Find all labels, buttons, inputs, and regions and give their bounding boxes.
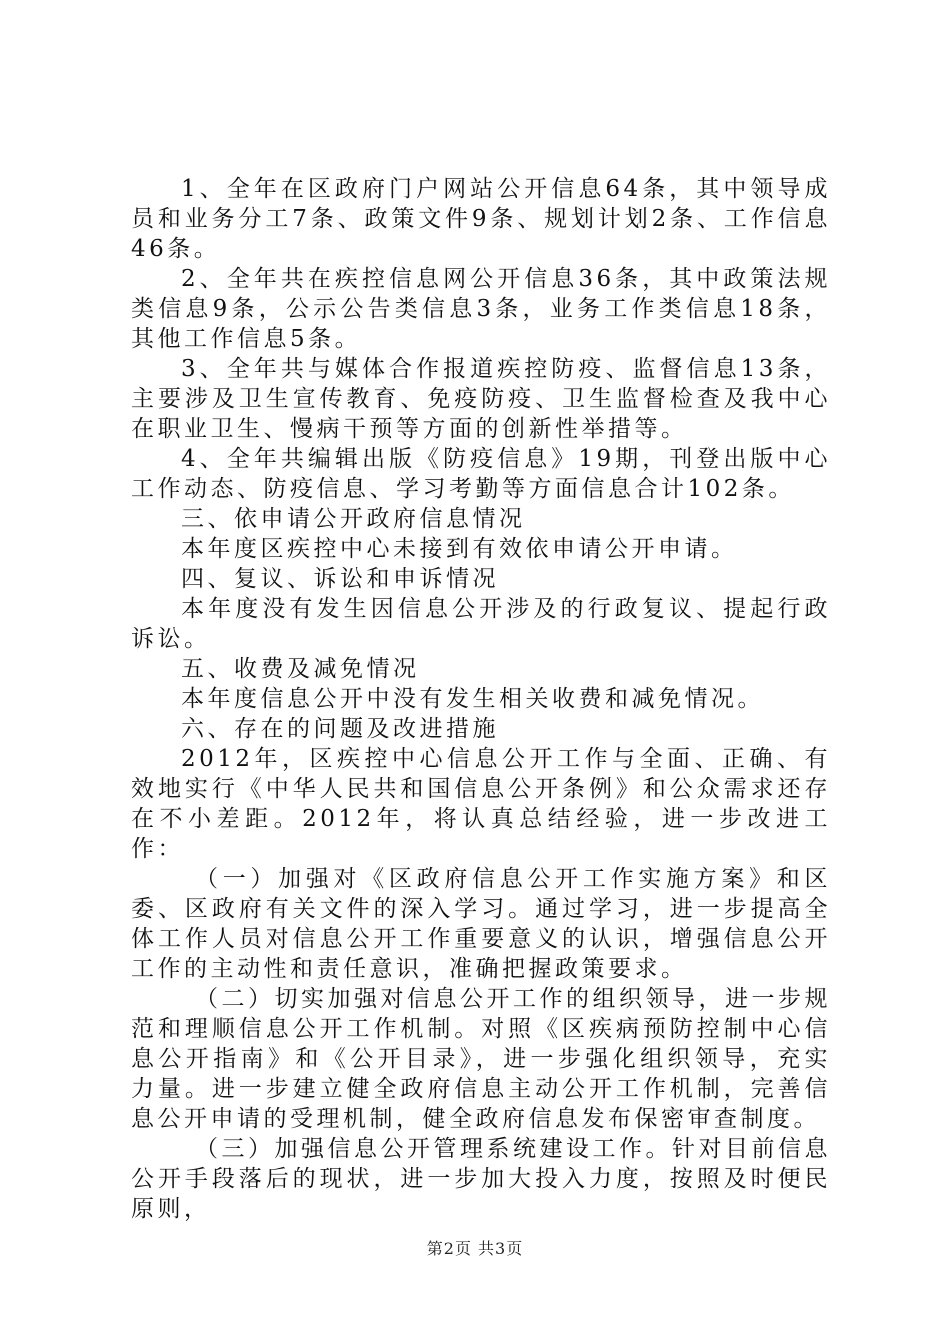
paragraph: 4、全年共编辑出版《防疫信息》19期，刊登出版中心工作动态、防疫信息、学习考勤等方面信息合计102条。 bbox=[131, 446, 831, 502]
document-body bbox=[131, 174, 831, 1224]
section-heading: 三、依申请公开政府信息情况 bbox=[181, 506, 526, 532]
paragraph: 2、全年共在疾控信息网公开信息36条，其中政策法规类信息9条，公示公告类信息3条，业务工作类信息18条，其他工作信息5条。 bbox=[131, 266, 831, 352]
section-heading: 五、收费及减免情况 bbox=[181, 656, 420, 682]
page-footer: 第2页 共3页 bbox=[426, 1239, 524, 1258]
paragraph: 本年度没有发生因信息公开涉及的行政复议、提起行政诉讼。 bbox=[131, 596, 831, 652]
paragraph: （三）加强信息公开管理系统建设工作。针对目前信息公开手段落后的现状，进一步加大投入力度，按照及时便民原则， bbox=[131, 1136, 831, 1222]
paragraph: 本年度区疾控中心未接到有效依申请公开申请。 bbox=[181, 536, 738, 562]
paragraph: 1、全年在区政府门户网站公开信息64条，其中领导成员和业务分工7条、政策文件9条、规划计划2条、工作信息46条。 bbox=[131, 176, 831, 262]
section-heading: 六、存在的问题及改进措施 bbox=[181, 716, 499, 742]
paragraph: 3、全年共与媒体合作报道疾控防疫、监督信息13条，主要涉及卫生宣传教育、免疫防疫、卫生监督检查及我中心在职业卫生、慢病干预等方面的创新性举措等。 bbox=[131, 356, 831, 442]
paragraph: （二）切实加强对信息公开工作的组织领导，进一步规范和理顺信息公开工作机制。对照《区疾病预防控制中心信息公开指南》和《公开目录》，进一步强化组织领导，充实力量。进一步建立健全政府信息主动公开工作机制，完善信息公开申请的受理机制，健全政府信息发布保密审查制度。 bbox=[131, 986, 831, 1132]
section-heading: 四、复议、诉讼和申诉情况 bbox=[181, 566, 499, 592]
paragraph: 本年度信息公开中没有发生相关收费和减免情况。 bbox=[181, 686, 764, 712]
paragraph: 2012年，区疾控中心信息公开工作与全面、正确、有效地实行《中华人民共和国信息公开条例》和公众需求还存在不小差距。2012年，将认真总结经验，进一步改进工作： bbox=[131, 746, 831, 862]
paragraph: （一）加强对《区政府信息公开工作实施方案》和区委、区政府有关文件的深入学习。通过学习，进一步提高全体工作人员对信息公开工作重要意义的认识，增强信息公开工作的主动性和责任意识，准确把握政策要求。 bbox=[131, 866, 831, 982]
